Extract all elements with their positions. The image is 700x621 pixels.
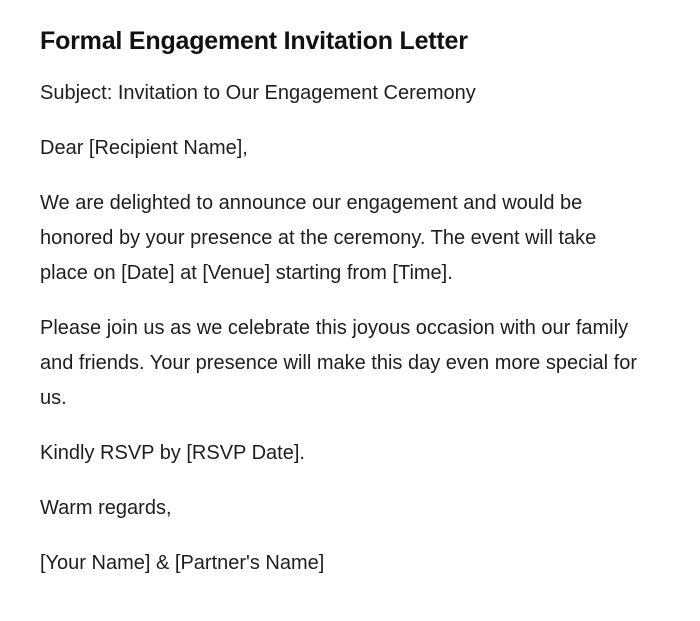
letter-salutation: Dear [Recipient Name], (40, 137, 248, 159)
letter-body-paragraph-1: We are delighted to announce our engagement and would be honored by your presence at the ceremony. The event will take place on [Date] at [Venue] starting from [Time]. (40, 192, 597, 284)
letter-closing: Warm regards, (40, 497, 172, 519)
letter-title: Formal Engagement Invitation Letter (40, 27, 468, 55)
letter-subject: Subject: Invitation to Our Engagement Ceremony (40, 82, 476, 104)
letter-body-paragraph-2: Please join us as we celebrate this joyous occasion with our family and friends. Your presence will make this day even more special for us. (40, 317, 637, 409)
letter-rsvp: Kindly RSVP by [RSVP Date]. (40, 442, 305, 464)
letter-signature: [Your Name] & [Partner's Name] (40, 552, 325, 574)
